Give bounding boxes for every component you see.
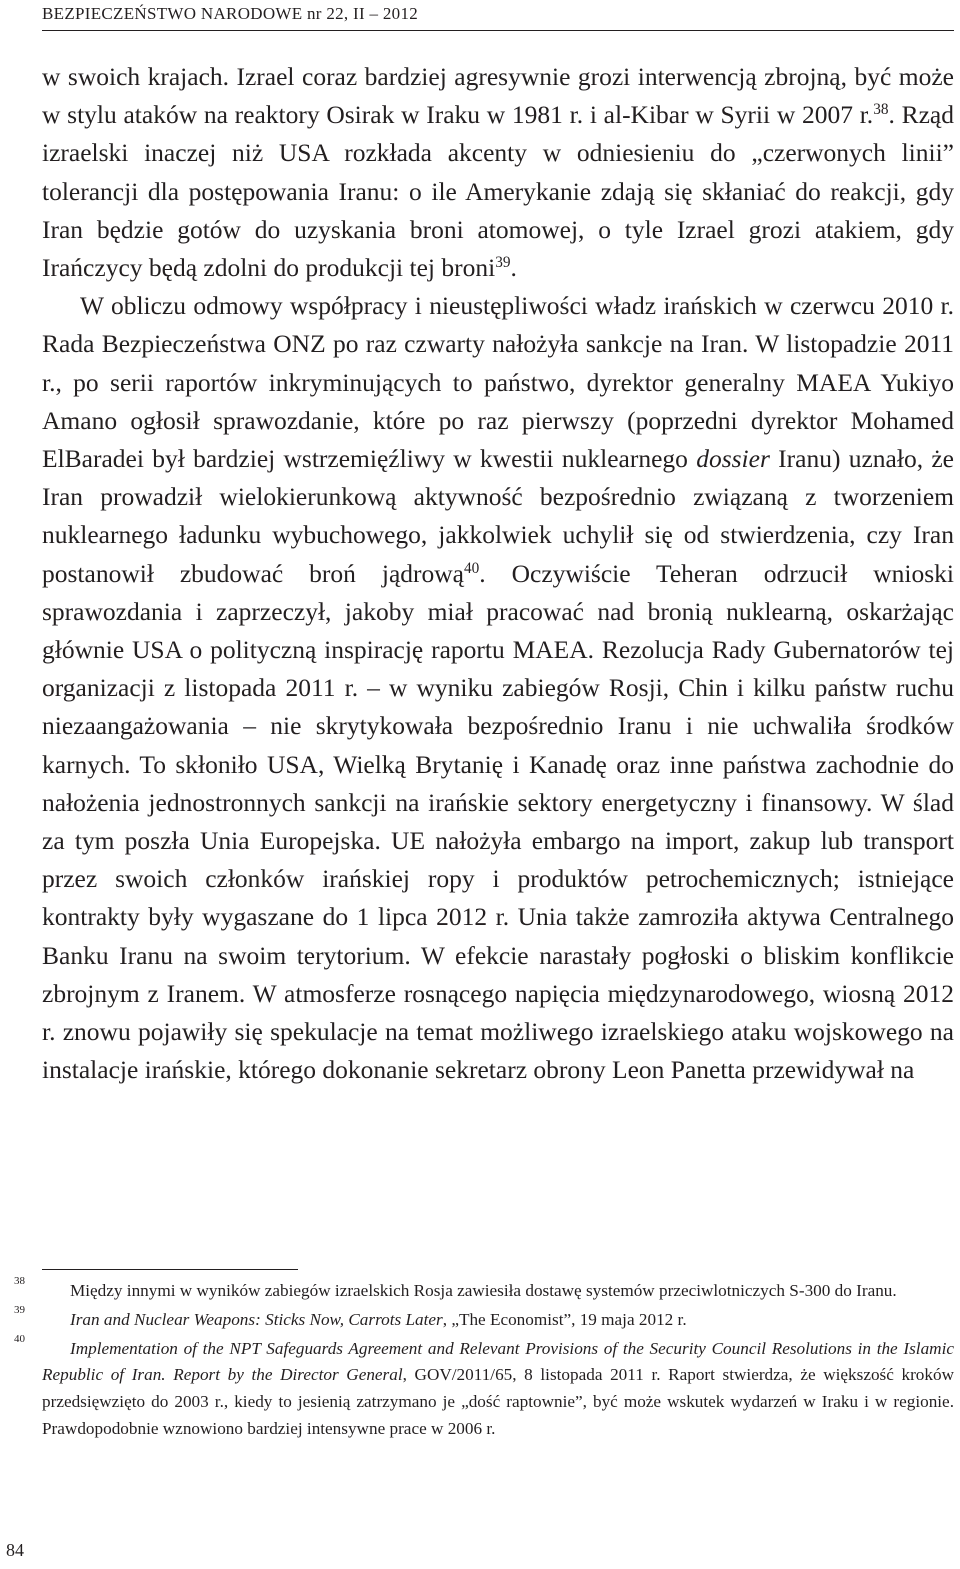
paragraph-2-text-a: W obliczu odmowy współpracy i nieustępliwości władz irańskich w czerwcu 2010 r. Rada Bezpieczeństwa ONZ po raz czwarty nałożyła sankcje na Iran. W listopadzie 2011 r., po serii raportów inkryminujących to państwo, dyrektor generalny MAEA Yukiyo Amano ogłosił sprawozdanie, które po raz pierwszy (poprzedni dyrektor Mohamed ElBaradei był bardziej wstrzemięźliwy w kwestii nuklearnego [42, 291, 954, 474]
paragraph-1-text-b: . Rząd izraelski inaczej niż USA rozkłada akcenty w odniesieniu do „czerwonych linii” tolerancji dla postępowania Iranu: o ile Amerykanie zdają się skłaniać do reakcji, gdy Iran będzie gotów do uzyskania broni atomowej, o tyle Izrael grozi atakiem, gdy Irańczycy będą zdolni do produkcji tej broni [42, 100, 954, 283]
footnote-text: , „The Economist”, 19 maja 2012 r. [442, 1309, 687, 1329]
footnote-ref-40[interactable]: 40 [464, 559, 480, 577]
paragraph-2-text-b: Iranu) uznało, że Iran prowadził wielokierunkową aktywność bezpośrednio związaną z tworzeniem nuklearnego ładunku wybuchowego, jakkolwiek uchylił się od stwierdzenia, czy Iran postanowił zbudować broń jądrową [42, 444, 954, 588]
header-rule [42, 30, 954, 31]
footnote-40 [14, 1332, 954, 1443]
footnote-text: Między innymi w wyników zabiegów izraelskich Rosja zawiesiła dostawę systemów przeciwlotniczych S-300 do Iranu. [70, 1281, 897, 1300]
footnote-ref-38[interactable]: 38 [873, 101, 889, 119]
article-body [42, 58, 954, 1089]
footnote-text: , GOV/2011/65, 8 listopada 2011 r. Raport stwierdza, że większość kroków przedsięwzięto do 2003 r., kiedy to jesienią zatrzymano je „dość raptownie”, być może wskutek wydarzeń w Iraku i w regionie. Prawdopodobnie wznowiono bardziej intensywne prace w 2006 r. [42, 1365, 954, 1438]
paragraph-2-text-c: . Oczywiście Teheran odrzucił wnioski sprawozdania i zaprzeczył, jakoby miał pracować nad bronią nuklearną, oskarżając głównie USA o polityczną inspirację raportu MAEA. Rezolucja Rady Gubernatorów tej organizacji z listopada 2011 r. – w wyniku zabiegów Rosji, Chin i kilku państw ruchu niezaangażowania – nie skrytykowała bezpośrednio Iranu i nie uchwaliła środków karnych. To skłoniło USA, Wielką Brytanię i Kanadę oraz inne państwa zachodnie do nałożenia jednostronnych sankcji na irańskie sektory energetyczny i finansowy. W ślad za tym poszła Unia Europejska. UE nałożyła embargo na import, zakup lub transport przez swoich członków irańskiej ropy i produktów petrochemicznych; istniejące kontrakty były wygaszane do 1 lipca 2012 r. Unia także zamroziła aktywa Centralnego Banku Iranu na swoim terytorium. W efekcie narastały pogłoski o bliskim konflikcie zbrojnym z Iranem. W atmosferze rosnącego napięcia międzynarodowego, wiosną 2012 r. znowu pojawiły się spekulacje na temat możliwego izraelskiego ataku wojskowego na instalacje irańskie, którego dokonanie sekretarz obrony Leon Panetta przewidywał na [42, 558, 954, 1085]
footnote-number: 40 [14, 1332, 25, 1345]
footnote-38 [14, 1275, 954, 1305]
footnote-italic: Iran and Nuclear Weapons: Sticks Now, Carrots Later [70, 1309, 443, 1329]
paragraph-1-text-c: . [510, 253, 517, 283]
footnotes [14, 1275, 954, 1445]
footnote-italic: Implementation of the NPT Safeguards Agreement and Relevant Provisions of the Security Council Resolutions in the Islamic Republic of Iran. Report by the Director General [42, 1338, 954, 1385]
page-number: 84 [6, 1540, 24, 1560]
footnote-ref-39[interactable]: 39 [495, 253, 511, 271]
footnote-rule [42, 1269, 298, 1270]
paragraph-2 [42, 287, 954, 1089]
paragraph-1 [42, 58, 954, 287]
running-header: BEZPIECZEŃSTWO NARODOWE nr 22, II – 2012 [42, 4, 419, 23]
footnote-number: 39 [14, 1303, 25, 1316]
paragraph-1-text-a: w swoich krajach. Izrael coraz bardziej agresywnie grozi interwencją zbrojną, być może w stylu ataków na reaktory Osirak w Iraku w 1981 r. i al-Kibar w Syrii w 2007 r. [42, 62, 954, 130]
footnote-number: 38 [14, 1275, 25, 1287]
paragraph-2-italic: dossier [696, 444, 770, 474]
footnote-39 [14, 1303, 954, 1334]
